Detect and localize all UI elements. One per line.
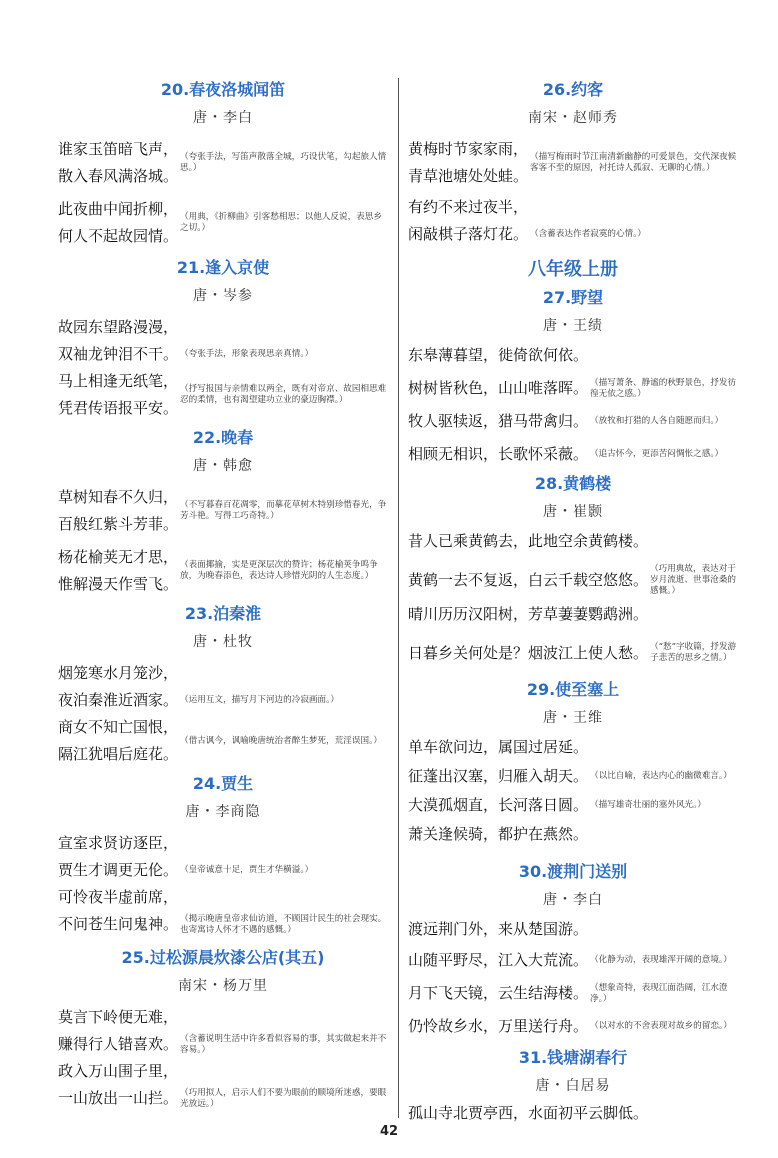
poem-line: 杨花榆荚无才思， bbox=[58, 548, 179, 566]
poem-line: 凭君传语报平安。 bbox=[58, 399, 179, 417]
poem-line: 百般红紫斗芳菲。 bbox=[58, 515, 179, 533]
annotation: （描写梅雨时节江南清新幽静的可爱景色，交代深夜候客客不至的原因，衬托诗人孤寂、无聊的心情。） bbox=[530, 152, 737, 173]
poem-line: 双袖龙钟泪不干。 bbox=[58, 345, 179, 363]
annotation: （夸张手法，写笛声散落全城，巧设伏笔，勾起旅人情思。） bbox=[180, 152, 387, 173]
poem-line: 不问苍生问鬼神。 bbox=[58, 915, 179, 933]
poem-line: 黄鹤一去不复返，白云千载空悠悠。 bbox=[408, 570, 649, 589]
column-divider bbox=[398, 78, 399, 1118]
poem-line: 隔江犹唱后庭花。 bbox=[58, 745, 179, 763]
poem-title: 24.贾生 bbox=[192, 774, 254, 793]
grade-heading: 八年级上册 bbox=[528, 259, 618, 280]
poem-line: 赚得行人错喜欢。 bbox=[58, 1035, 179, 1053]
couplet bbox=[58, 714, 388, 768]
annotation: （巧用典故，表达对于岁月流逝、世事沧桑的感慨。） bbox=[650, 563, 736, 596]
poem-line: 牧人驱犊返，猎马带禽归。 bbox=[408, 412, 589, 430]
annotated-line bbox=[408, 563, 738, 597]
poem-line: 孤山寺北贾亭西，水面初平云脚低。 bbox=[408, 1104, 649, 1122]
annotated-line bbox=[408, 980, 738, 1007]
annotation: （含蓄说明生活中许多看似容易的事，其实做起来并不容易。） bbox=[180, 1033, 387, 1055]
poem-author: 南宋・赵师秀 bbox=[528, 110, 618, 126]
couplet bbox=[58, 196, 388, 250]
annotated-line bbox=[58, 911, 388, 938]
poem-line: 树树皆秋色，山山唯落晖。 bbox=[408, 379, 589, 397]
poem-title: 22.晚春 bbox=[192, 428, 254, 447]
poem-title: 31.钱塘湖春行 bbox=[518, 1048, 628, 1067]
poem-line: 山随平野尽，江入大荒流。 bbox=[408, 951, 589, 969]
annotation: （含蓄表达作者寂寞的心情。） bbox=[530, 229, 647, 239]
poem-line: 黄梅时节家家雨， bbox=[408, 140, 529, 158]
poem-title: 20.春夜洛城闻笛 bbox=[160, 80, 286, 99]
annotation: （夸张手法，形象表现思亲真情。） bbox=[180, 349, 314, 359]
annotation: （表面揶揄，实是更深层次的赞许；杨花榆荚争鸣争放，为晚春添色，表达诗人珍惜光阴的人生态度。） bbox=[180, 560, 378, 581]
poem-line: 闲敲棋子落灯花。 bbox=[408, 225, 529, 243]
right-column bbox=[408, 78, 738, 1127]
poem-title: 27.野望 bbox=[542, 288, 604, 307]
annotation: （抒写报国与亲情难以两全，既有对帝京、故园相思难忍的柔情，也有渴望建功立业的豪迈胸襟。） bbox=[180, 384, 387, 405]
poem-title: 21.逢入京使 bbox=[176, 258, 270, 277]
annotated-line bbox=[408, 947, 738, 974]
poem-author: 唐・李白 bbox=[543, 892, 603, 908]
poem-line: 萧关逢候骑，都护在燕然。 bbox=[408, 825, 589, 843]
couplet bbox=[58, 544, 388, 598]
couplet bbox=[58, 136, 388, 190]
poem-title: 29.使至塞上 bbox=[526, 680, 620, 699]
poem-line: 日暮乡关何处是？烟波江上使人愁。 bbox=[408, 643, 649, 662]
poem-line: 惟解漫天作雪飞。 bbox=[58, 575, 179, 593]
annotated-line bbox=[58, 1031, 388, 1058]
poem-line: 相顾无相识，长歌怀采薇。 bbox=[408, 445, 589, 463]
poem-author: 唐・杜牧 bbox=[193, 634, 253, 650]
annotation: （“愁”字收篇，抒发游子悲苦的思乡之情。） bbox=[650, 642, 737, 663]
poem-line: 有约不来过夜半， bbox=[408, 198, 529, 216]
poem-line: 仍怜故乡水，万里送行舟。 bbox=[408, 1017, 589, 1035]
poem-title: 26.约客 bbox=[542, 80, 604, 99]
couplet bbox=[58, 484, 388, 538]
poem-line: 可怜夜半虚前席， bbox=[58, 888, 179, 906]
annotation: （以对水的不舍表现对故乡的留恋。） bbox=[590, 1021, 732, 1031]
poem-line: 东皋薄暮望，徙倚欲何依。 bbox=[408, 346, 589, 364]
annotated-line bbox=[58, 857, 388, 884]
left-column bbox=[58, 78, 388, 1112]
poem-line: 烟笼寒水月笼沙， bbox=[58, 664, 179, 682]
annotation: （化静为动，表现雄浑开阔的意境。） bbox=[590, 955, 732, 965]
poem-line: 征蓬出汉塞，归雁入胡天。 bbox=[408, 767, 589, 785]
poem-author: 唐・崔颢 bbox=[543, 504, 603, 520]
poem-line: 月下飞天镜，云生结海楼。 bbox=[408, 984, 589, 1002]
annotated-line bbox=[408, 792, 738, 819]
annotated-line bbox=[408, 221, 738, 248]
poem-author: 南宋・杨万里 bbox=[178, 978, 268, 994]
couplet bbox=[408, 136, 738, 190]
poem-author: 唐・王维 bbox=[543, 710, 603, 726]
annotation: （描写萧条、静谧的秋野景色，抒发彷徨无依之感。） bbox=[590, 377, 737, 399]
page-number: 42 bbox=[379, 1124, 399, 1139]
poem-author: 唐・岑参 bbox=[193, 288, 253, 304]
poem-line: 商女不知亡国恨， bbox=[58, 718, 179, 736]
poem-line: 宣室求贤访逐臣， bbox=[58, 834, 179, 852]
annotation: （描写雄奇壮丽的塞外风光。） bbox=[590, 800, 707, 810]
poem-author: 唐・王绩 bbox=[543, 318, 603, 334]
poem-line: 单车欲问边，属国过居延。 bbox=[408, 738, 589, 756]
poem-line: 晴川历历汉阳树，芳草萋萋鹦鹉洲。 bbox=[408, 605, 649, 623]
poem-title: 30.渡荆门送别 bbox=[518, 862, 628, 881]
annotated-line bbox=[408, 763, 738, 790]
poem-author: 唐・李白 bbox=[193, 110, 253, 126]
poem-line: 渡远荆门外，来从楚国游。 bbox=[408, 920, 589, 938]
annotation: （运用互文，描写月下河边的冷寂画面。） bbox=[180, 695, 339, 705]
annotation: （放牧和打猎的人各自随愿而归。） bbox=[590, 416, 724, 426]
annotated-line bbox=[58, 1085, 388, 1112]
annotated-line bbox=[58, 687, 388, 714]
poem-line: 政入万山围子里， bbox=[58, 1062, 179, 1080]
poem-line: 夜泊秦淮近酒家。 bbox=[58, 691, 179, 709]
poem-line: 一山放出一山拦。 bbox=[58, 1089, 179, 1107]
annotation: （以比自喻，表达内心的幽微难言。） bbox=[590, 771, 732, 781]
poem-line: 贾生才调更无伦。 bbox=[58, 861, 179, 879]
annotated-line bbox=[408, 441, 738, 468]
annotation: （不写暮春百花凋零，而摹花草树木特别珍惜春光，争芳斗艳。写得工巧奇特。） bbox=[180, 500, 387, 521]
poem-line: 谁家玉笛暗飞声， bbox=[58, 140, 179, 158]
poem-author: 唐・白居易 bbox=[535, 1078, 611, 1094]
couplet bbox=[58, 368, 388, 422]
annotation: （追古怀今，更添苦闷惆怅之感。） bbox=[590, 449, 724, 459]
annotation: （揭示晚唐皇帝求仙访道，不顾国计民生的社会现实。也寄寓诗人怀才不遇的感慨。） bbox=[180, 913, 387, 935]
poem-line: 莫言下岭便无难， bbox=[58, 1008, 179, 1026]
annotation: （借古讽今，讽喻晚唐统治者醉生梦死，荒淫误国。） bbox=[180, 735, 382, 746]
annotated-line bbox=[58, 341, 388, 368]
poem-title: 25.过松源晨炊漆公店(其五) bbox=[121, 948, 325, 967]
annotation: （用典，《折柳曲》引客愁相思；以他人反说，表思乡之切。） bbox=[180, 212, 382, 233]
annotation: （巧用拟人，启示人们不要为眼前的顺境所迷惑，要眼光放远。） bbox=[180, 1087, 387, 1109]
poem-title: 28.黄鹤楼 bbox=[534, 474, 612, 493]
annotated-line bbox=[408, 1013, 738, 1040]
annotation: （想象奇特，表现江面浩阔，江水澄净。） bbox=[590, 982, 728, 1004]
poem-author: 唐・李商隐 bbox=[185, 804, 261, 820]
poem-line: 此夜曲中闻折柳， bbox=[58, 200, 179, 218]
poem-line: 草树知春不久归， bbox=[58, 488, 179, 506]
poem-line: 大漠孤烟直，长河落日圆。 bbox=[408, 796, 589, 814]
annotated-line bbox=[408, 375, 738, 402]
poem-line: 马上相逢无纸笔， bbox=[58, 372, 179, 390]
annotated-line bbox=[408, 636, 738, 670]
annotation: （皇帝诚意十足，贾生才华横溢。） bbox=[180, 865, 314, 875]
poem-line: 青草池塘处处蛙。 bbox=[408, 167, 529, 185]
poem-author: 唐・韩愈 bbox=[193, 458, 253, 474]
annotated-line bbox=[408, 408, 738, 435]
poem-title: 23.泊秦淮 bbox=[184, 604, 262, 623]
poem-line: 何人不起故园情。 bbox=[58, 227, 179, 245]
poem-line: 昔人已乘黄鹤去，此地空余黄鹤楼。 bbox=[408, 532, 649, 550]
poem-line: 故园东望路漫漫， bbox=[58, 318, 179, 336]
poem-line: 散入春风满洛城。 bbox=[58, 167, 179, 185]
